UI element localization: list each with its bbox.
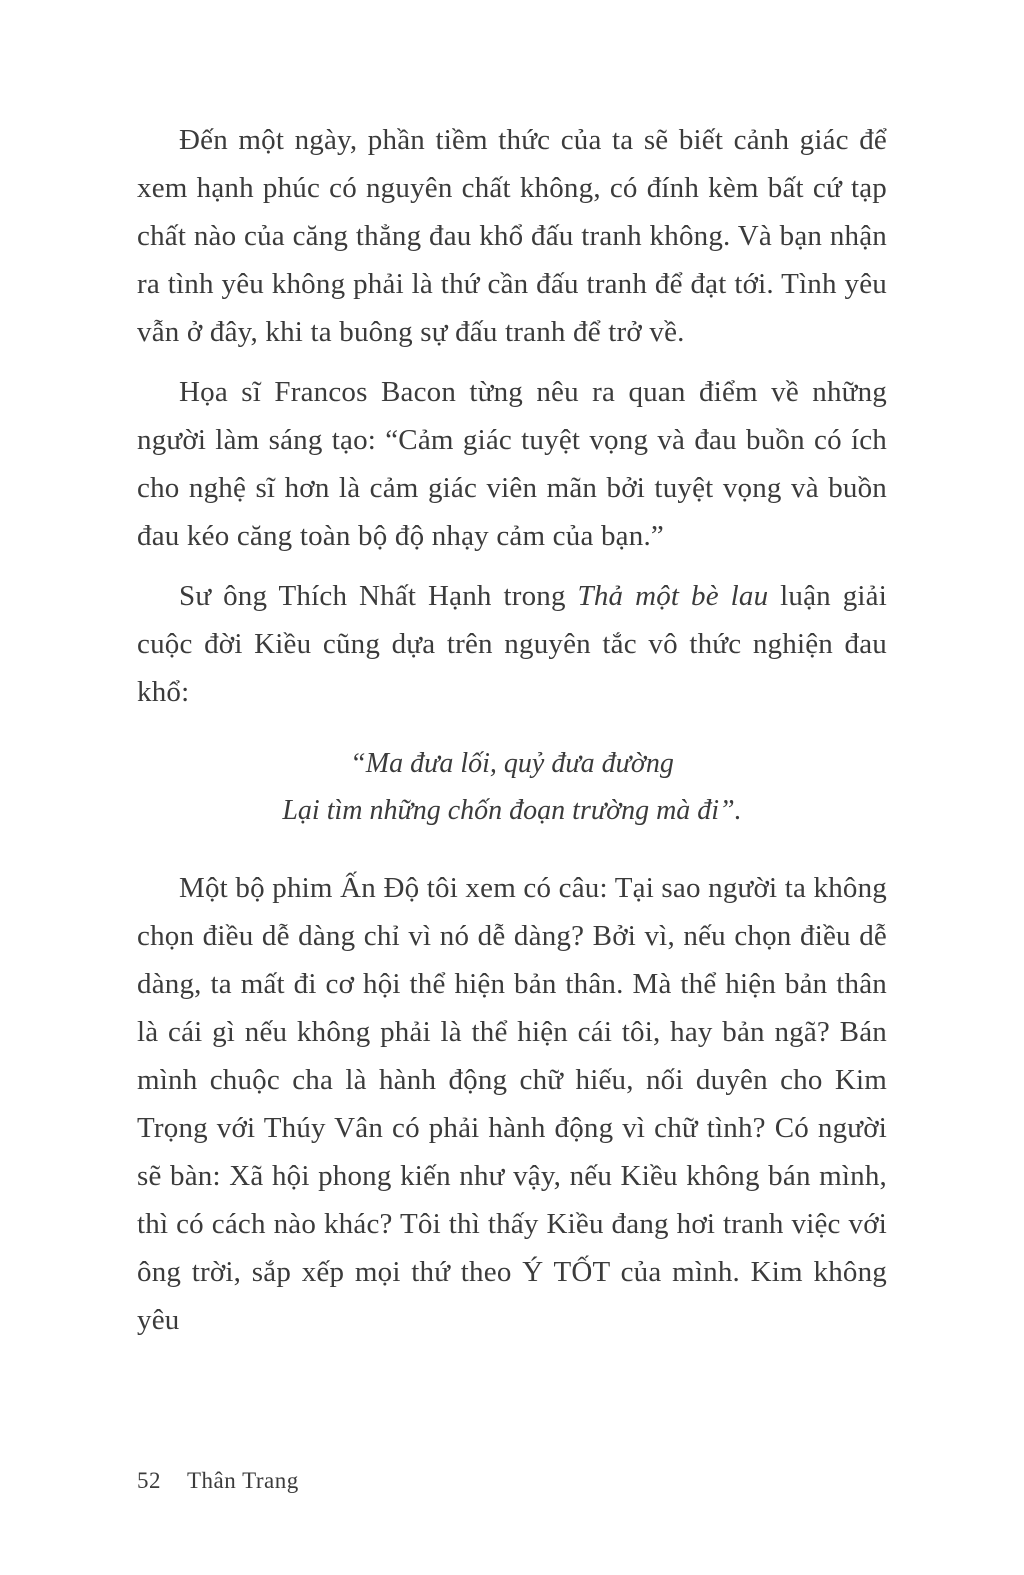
verse-line-2: Lại tìm những chốn đoạn trường mà đi”.: [282, 795, 742, 826]
running-footer-author: Thân Trang: [187, 1468, 299, 1493]
paragraph-3-text-before: Sư ông Thích Nhất Hạnh trong: [179, 580, 578, 612]
paragraph-1: Đến một ngày, phần tiềm thức của ta sẽ biết cảnh giác để xem hạnh phúc có nguyên chất không, có đính kèm bất cứ tạp chất nào của căng thẳng đau khổ đấu tranh không. Và bạn nhận ra tình yêu không phải là thứ cần đấu tranh để đạt tới. Tình yêu vẫn ở đây, khi ta buông sự đấu tranh để trở về.: [137, 124, 887, 348]
paragraph-4: Một bộ phim Ấn Độ tôi xem có câu: Tại sao người ta không chọn điều dễ dàng chỉ vì nó dễ dàng? Bởi vì, nếu chọn điều dễ dàng, ta mất đi cơ hội thể hiện bản thân. Mà thể hiện bản thân là cái gì nếu không phải là thể hiện cái tôi, hay bản ngã? Bán mình chuộc cha là hành động chữ hiếu, nối duyên cho Kim Trọng với Thúy Vân có phải hành động vì chữ tình? Có người sẽ bàn: Xã hội phong kiến như vậy, nếu Kiều không bán mình, thì có cách nào khác? Tôi thì thấy Kiều đang hơi tranh việc với ông trời, sắp xếp mọi thứ theo Ý TỐT của mình. Kim không yêu: [137, 872, 887, 1336]
page-footer: [137, 1468, 299, 1494]
verse-quote: [137, 740, 887, 834]
page-number: 52: [137, 1468, 161, 1493]
paragraph-3-text-after: luận giải cuộc đời Kiều cũng dựa trên nguyên tắc vô thức nghiện đau khổ:: [137, 580, 887, 708]
paragraph-3: [137, 572, 887, 716]
paragraph-2: Họa sĩ Francos Bacon từng nêu ra quan điểm về những người làm sáng tạo: “Cảm giác tuyệt vọng và đau buồn có ích cho nghệ sĩ hơn là cảm giác viên mãn bởi tuyệt vọng và buồn đau kéo căng toàn bộ độ nhạy cảm của bạn.”: [137, 376, 887, 552]
verse-line-1: “Ma đưa lối, quỷ đưa đường: [350, 748, 674, 779]
page-content: [137, 116, 887, 1356]
book-title-italic: Thả một bè lau: [577, 580, 769, 612]
